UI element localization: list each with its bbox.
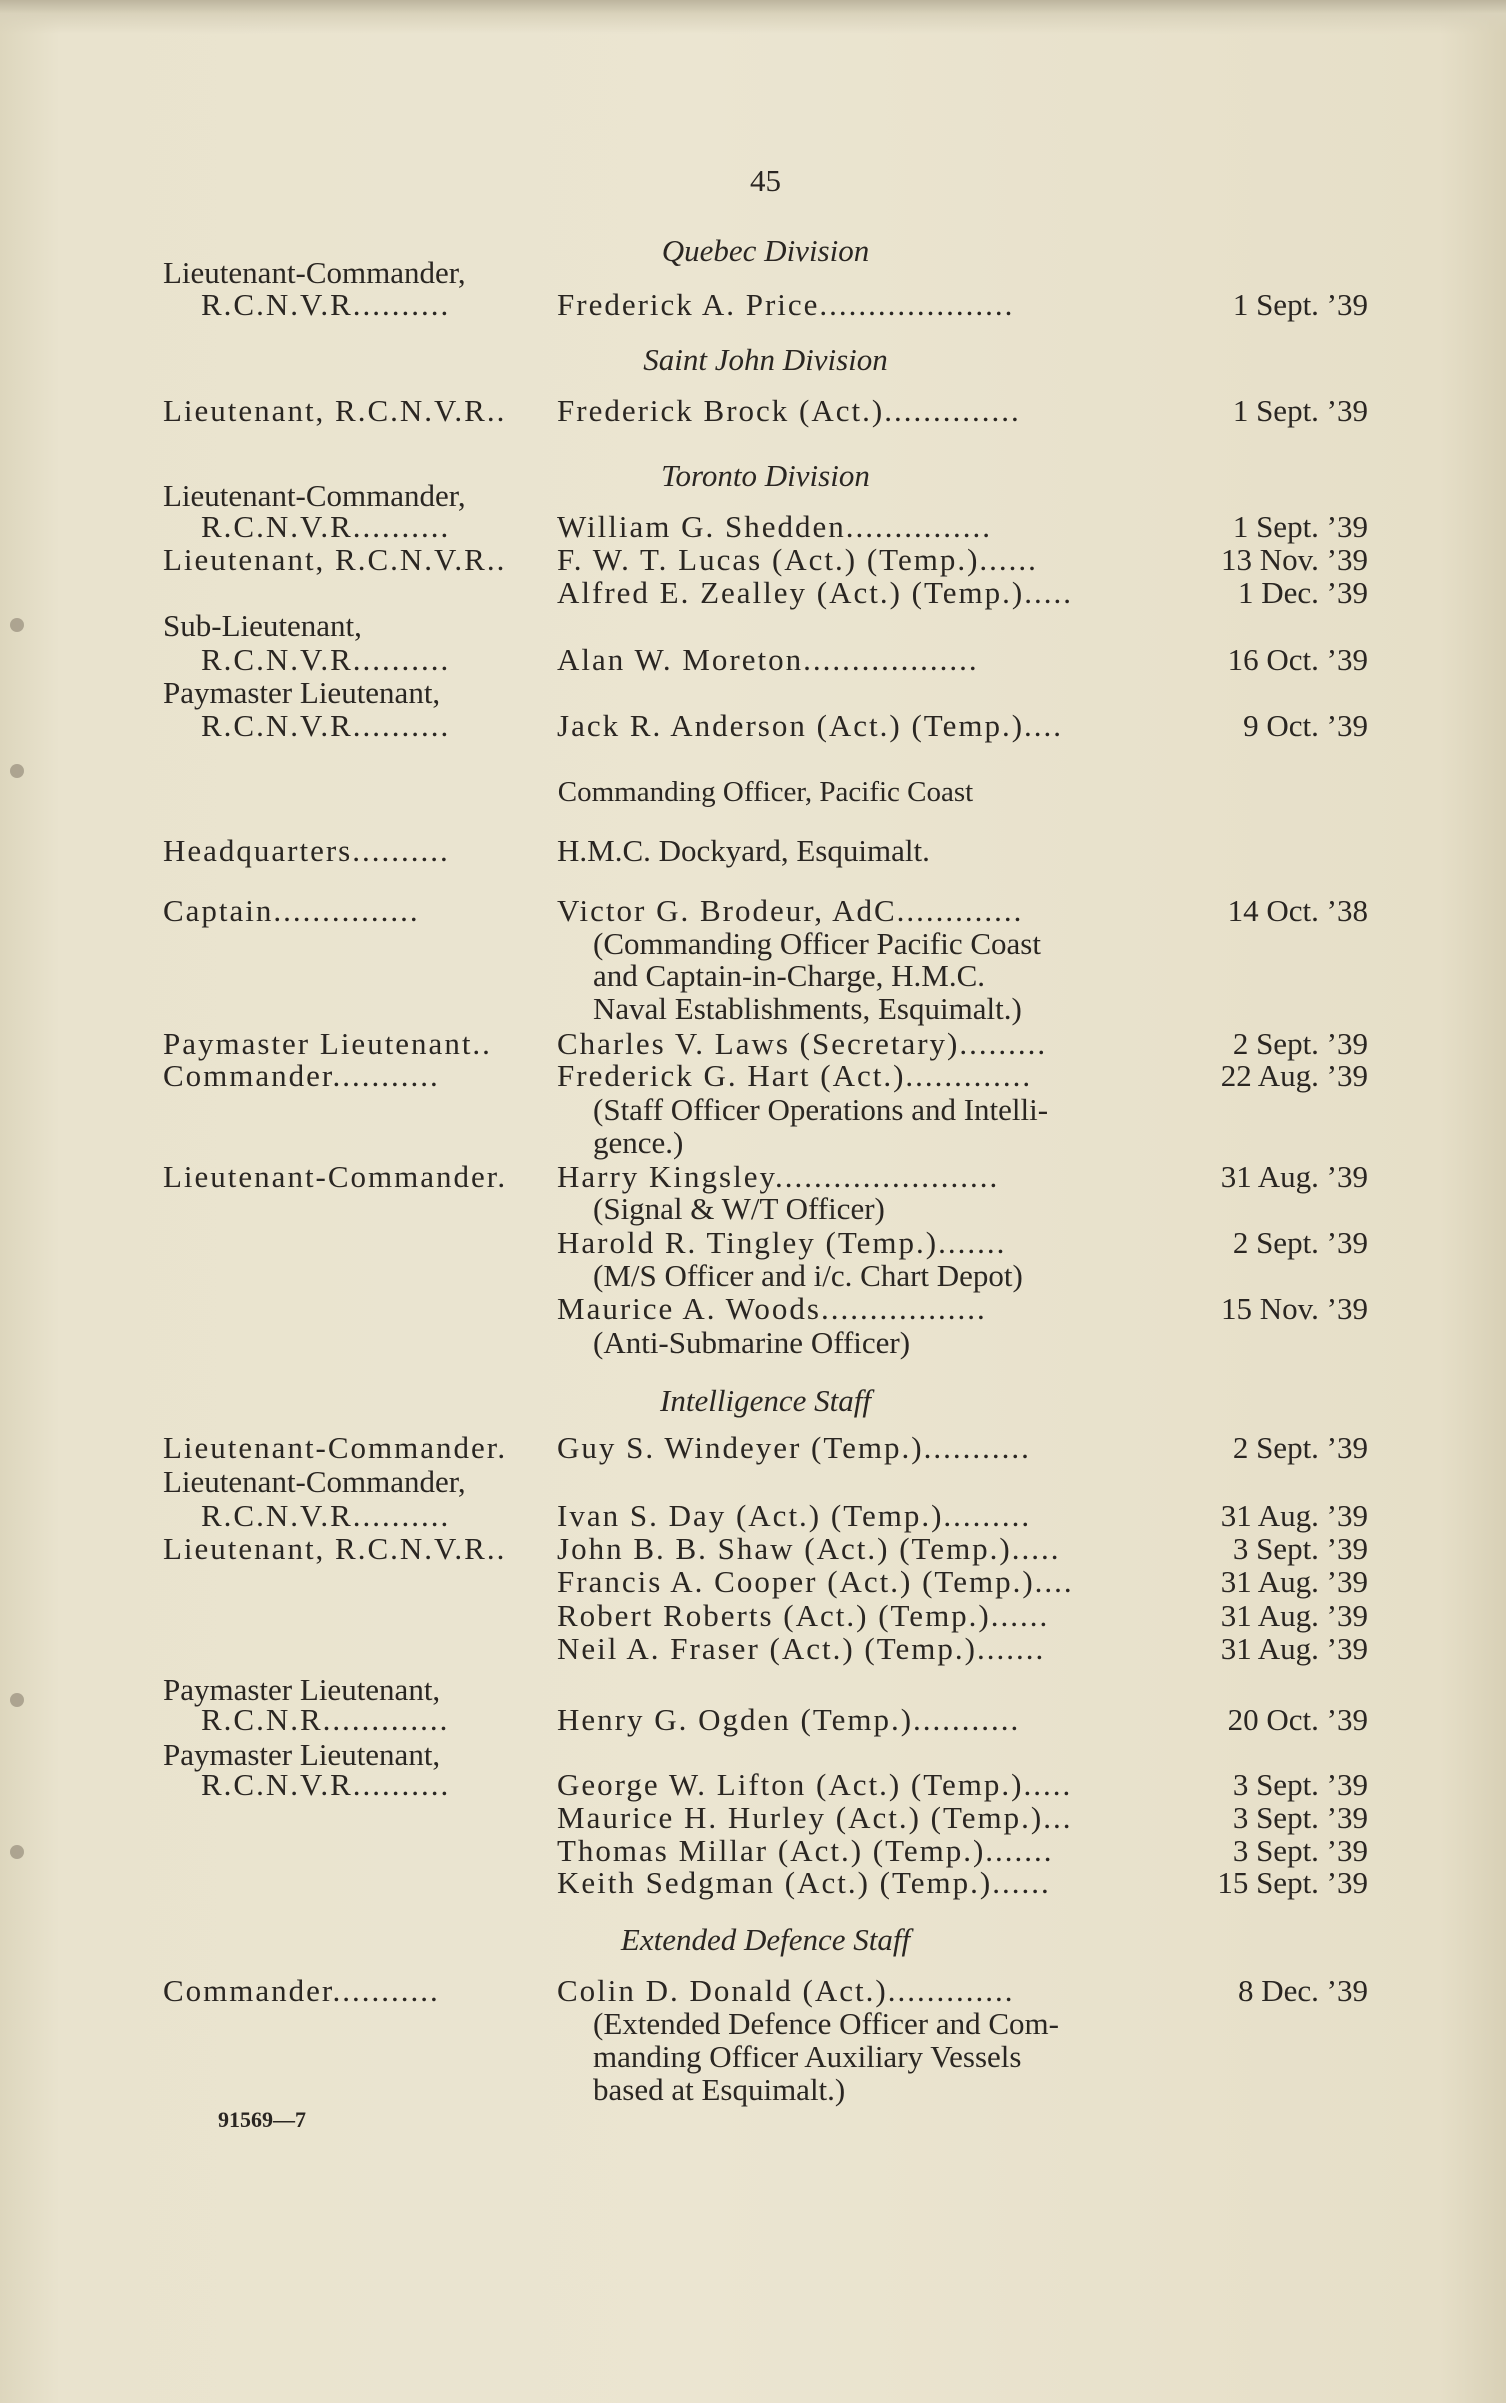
officer-name: Maurice A. Woods................. [557, 1291, 987, 1326]
entry-line [163, 1864, 1368, 1902]
rank: Lieutenant, R.C.N.V.R.. [163, 1531, 507, 1566]
date: 31 Aug. ’39 [1220, 1631, 1368, 1666]
rank: Lieutenant-Commander. [163, 1430, 508, 1465]
binding-mark [10, 618, 24, 632]
rank: R.C.N.R............. [201, 1702, 450, 1737]
date: 9 Oct. ’39 [1243, 708, 1368, 743]
date: 31 Aug. ’39 [1220, 1159, 1368, 1194]
section-heading: Toronto Division [661, 458, 870, 493]
entry-line [163, 1563, 1368, 1601]
entry-line [163, 1463, 1368, 1501]
rank: Commander........... [163, 1058, 440, 1093]
officer-name: Ivan S. Day (Act.) (Temp.)......... [557, 1498, 1032, 1533]
note: (Commanding Officer Pacific Coast [593, 926, 1041, 961]
note: (Anti-Submarine Officer) [593, 1325, 911, 1360]
officer-name: Neil A. Fraser (Act.) (Temp.)....... [557, 1631, 1046, 1666]
rank: R.C.N.V.R.......... [201, 1498, 451, 1533]
binding-mark [10, 1845, 24, 1859]
date: 8 Dec. ’39 [1238, 1973, 1368, 2008]
rank: R.C.N.V.R.......... [201, 509, 451, 544]
officer-name: George W. Lifton (Act.) (Temp.)..... [557, 1767, 1073, 1802]
date: 3 Sept. ’39 [1232, 1800, 1368, 1835]
date: 15 Nov. ’39 [1221, 1291, 1368, 1326]
entry-note [163, 2071, 1368, 2109]
section-heading: Saint John Division [643, 342, 888, 377]
entry-line [163, 392, 1368, 430]
officer-name: Colin D. Donald (Act.)............. [557, 1973, 1015, 2008]
officer-name: Frederick A. Price.................... [557, 287, 1015, 322]
rank: R.C.N.V.R.......... [201, 1767, 451, 1802]
rank: Lieutenant-Commander. [163, 1159, 508, 1194]
rank: Captain............... [163, 893, 420, 928]
date: 22 Aug. ’39 [1220, 1058, 1368, 1093]
entry-line [163, 1701, 1368, 1739]
date: 20 Oct. ’39 [1227, 1702, 1368, 1737]
location: H.M.C. Dockyard, Esquimalt. [557, 833, 930, 868]
section-heading: Quebec Division [661, 233, 870, 268]
officer-name: Charles V. Laws (Secretary)......... [557, 1026, 1048, 1061]
officer-name: Thomas Millar (Act.) (Temp.)....... [557, 1833, 1054, 1868]
entry-note [163, 1324, 1368, 1362]
date: 16 Oct. ’39 [1227, 642, 1368, 677]
date: 1 Sept. ’39 [1232, 287, 1368, 322]
date: 2 Sept. ’39 [1232, 1430, 1368, 1465]
date: 1 Dec. ’39 [1238, 575, 1368, 610]
entry-line [163, 832, 1368, 870]
rank: Paymaster Lieutenant, [163, 1737, 441, 1772]
entry-line [163, 286, 1368, 324]
date: 15 Sept. ’39 [1217, 1865, 1368, 1900]
officer-name: Guy S. Windeyer (Temp.)........... [557, 1430, 1031, 1465]
officer-name: F. W. T. Lucas (Act.) (Temp.)...... [557, 542, 1038, 577]
note: (Extended Defence Officer and Com- [593, 2006, 1059, 2041]
rank: Lieutenant-Commander, [163, 478, 466, 513]
officer-name: Harold R. Tingley (Temp.)....... [557, 1225, 1007, 1260]
rank: Sub-Lieutenant, [163, 608, 362, 643]
page-top-edge [0, 0, 1506, 34]
entry-line [163, 1057, 1368, 1095]
officer-name: Victor G. Brodeur, AdC............. [557, 893, 1024, 928]
officer-name: William G. Shedden............... [557, 509, 992, 544]
page-number: 45 [750, 163, 781, 198]
rank: Paymaster Lieutenant.. [163, 1026, 492, 1061]
rank: R.C.N.V.R.......... [201, 642, 451, 677]
date: 2 Sept. ’39 [1232, 1026, 1368, 1061]
date: 1 Sept. ’39 [1232, 509, 1368, 544]
officer-name: John B. B. Shaw (Act.) (Temp.)..... [557, 1531, 1061, 1566]
note: (Signal & W/T Officer) [593, 1191, 885, 1226]
rank: Commander........... [163, 1973, 440, 2008]
entry-line [163, 707, 1368, 745]
entry-line [163, 1630, 1368, 1668]
rank: Paymaster Lieutenant, [163, 1672, 441, 1707]
officer-name: Henry G. Ogden (Temp.)........... [557, 1702, 1021, 1737]
officer-name: Robert Roberts (Act.) (Temp.)...... [557, 1598, 1050, 1633]
officer-name: Alan W. Moreton.................. [557, 642, 979, 677]
date: 1 Sept. ’39 [1232, 393, 1368, 428]
note: Naval Establishments, Esquimalt.) [593, 991, 1022, 1026]
rank: Paymaster Lieutenant, [163, 675, 441, 710]
entry-note [163, 1190, 1368, 1228]
note: and Captain-in-Charge, H.M.C. [593, 958, 986, 993]
rank: Headquarters.......... [163, 833, 450, 868]
rank: Lieutenant, R.C.N.V.R.. [163, 542, 507, 577]
section-heading: Extended Defence Staff [620, 1922, 911, 1957]
date: 31 Aug. ’39 [1220, 1564, 1368, 1599]
entry-line [163, 1290, 1368, 1328]
note: manding Officer Auxiliary Vessels [593, 2039, 1022, 2074]
officer-name: Frederick Brock (Act.).............. [557, 393, 1021, 428]
officer-name: Alfred E. Zealley (Act.) (Temp.)..... [557, 575, 1073, 610]
officer-name: Jack R. Anderson (Act.) (Temp.).... [557, 708, 1064, 743]
entry-note [163, 990, 1368, 1028]
rank: R.C.N.V.R.......... [201, 708, 451, 743]
note: (Staff Officer Operations and Intelli- [593, 1092, 1049, 1127]
rank: Lieutenant, R.C.N.V.R.. [163, 393, 507, 428]
section-heading: Commanding Officer, Pacific Coast [557, 776, 974, 808]
note: (M/S Officer and i/c. Chart Depot) [593, 1258, 1023, 1293]
rank: R.C.N.V.R.......... [201, 287, 451, 322]
date: 13 Nov. ’39 [1221, 542, 1368, 577]
date: 14 Oct. ’38 [1227, 893, 1368, 928]
note: gence.) [593, 1125, 684, 1160]
date: 3 Sept. ’39 [1232, 1531, 1368, 1566]
date: 3 Sept. ’39 [1232, 1833, 1368, 1868]
section-heading: Intelligence Staff [660, 1383, 871, 1418]
date: 31 Aug. ’39 [1220, 1498, 1368, 1533]
entry-note [163, 1124, 1368, 1162]
date: 3 Sept. ’39 [1232, 1767, 1368, 1802]
officer-name: Maurice H. Hurley (Act.) (Temp.)... [557, 1800, 1073, 1835]
officer-name: Frederick G. Hart (Act.)............. [557, 1058, 1033, 1093]
entry-line [163, 607, 1368, 645]
rank: Lieutenant-Commander, [163, 1464, 466, 1499]
binding-mark [10, 1693, 24, 1707]
officer-name: Francis A. Cooper (Act.) (Temp.).... [557, 1564, 1074, 1599]
entry-line [163, 1429, 1368, 1467]
officer-name: Keith Sedgman (Act.) (Temp.)...... [557, 1865, 1051, 1900]
rank: Lieutenant-Commander, [163, 255, 466, 290]
officer-name: Harry Kingsley....................... [557, 1159, 1000, 1194]
date: 2 Sept. ’39 [1232, 1225, 1368, 1260]
print-code: 91569—7 [218, 2107, 306, 2132]
binding-mark [10, 764, 24, 778]
note: based at Esquimalt.) [593, 2072, 846, 2107]
date: 31 Aug. ’39 [1220, 1598, 1368, 1633]
